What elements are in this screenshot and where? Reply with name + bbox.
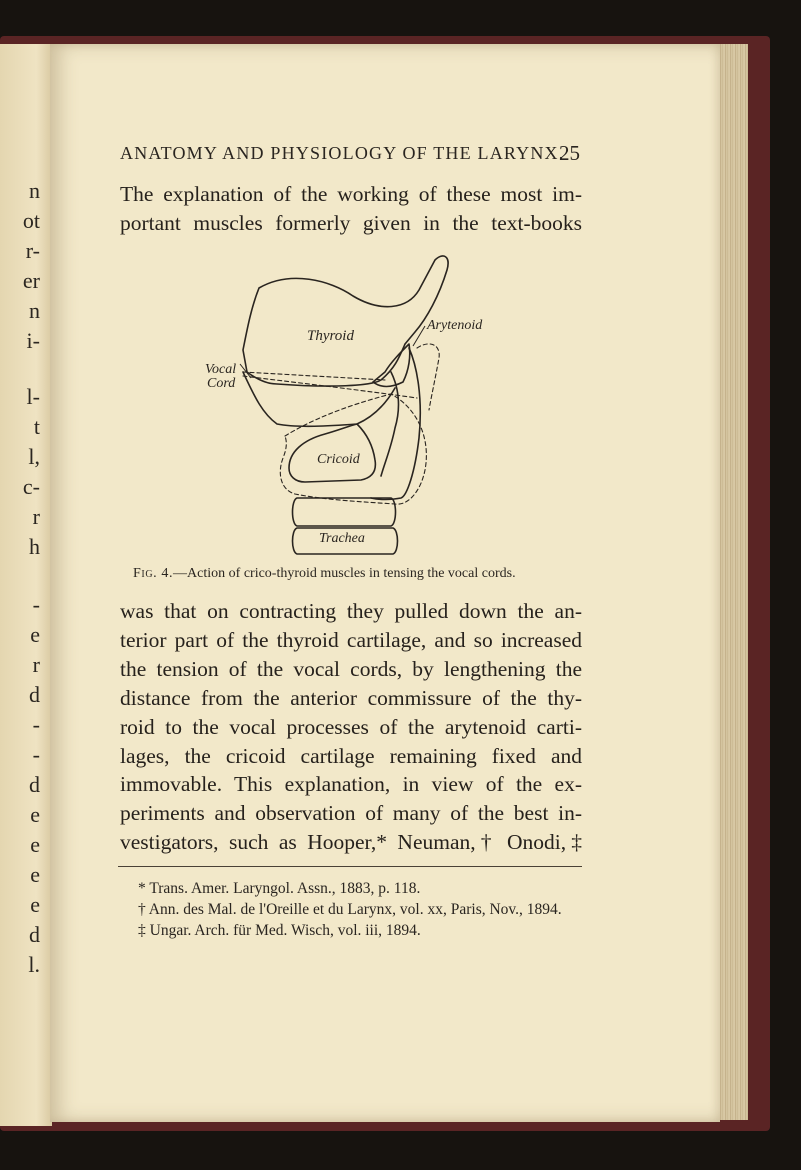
footnote: † Ann. des Mal. de l'Oreille et du Larynx, vol. xx, Paris, Nov., 1894. xyxy=(138,901,562,918)
left-fragment: t xyxy=(33,414,40,439)
left-fragment: c- xyxy=(22,474,40,499)
left-fragment: i- xyxy=(26,328,40,353)
text-line: immovable. This explanation, in view of the ex- xyxy=(120,772,582,797)
left-page-edge xyxy=(0,44,52,1126)
left-fragment: n xyxy=(29,178,40,203)
left-fragment: er xyxy=(22,268,40,293)
left-fragment: n xyxy=(29,298,40,323)
left-fragment: r xyxy=(32,504,40,529)
footnote-rule xyxy=(118,866,582,867)
left-fragment: e xyxy=(30,862,40,887)
footnote: ‡ Ungar. Arch. für Med. Wisch, vol. iii, 1894. xyxy=(138,922,421,939)
running-title: ANATOMY AND PHYSIOLOGY OF THE LARYNX. xyxy=(120,143,565,163)
text-line: periments and observation of many of the best in- xyxy=(120,801,582,826)
left-fragment: e xyxy=(30,802,40,827)
left-fragment: d xyxy=(29,682,40,707)
label-cricoid: Cricoid xyxy=(317,452,360,467)
cricoid-inner xyxy=(381,372,398,476)
caption-text: —Action of crico-thyroid muscles in tensing the vocal cords. xyxy=(173,566,516,581)
paragraph-bottom xyxy=(120,597,582,857)
text-line: was that on contracting they pulled down the an- xyxy=(120,599,582,623)
label-trachea: Trachea xyxy=(319,531,365,546)
figure-larynx-diagram xyxy=(195,248,505,558)
running-header xyxy=(120,143,580,164)
thyroid-outline xyxy=(243,256,448,386)
larynx-diagram-svg xyxy=(195,248,505,558)
text-line: portant muscles formerly given in the text-books xyxy=(120,210,582,235)
left-fragment: e xyxy=(30,892,40,917)
vocal-cord-tensed-line xyxy=(243,376,417,398)
left-fragment: h xyxy=(29,534,40,559)
paragraph-top xyxy=(120,180,582,238)
left-fragment: l. xyxy=(28,952,40,977)
text-line: vestigators, such as Hooper,* Neuman,† Onodi,‡ xyxy=(120,830,582,855)
page-number: 25 xyxy=(559,141,580,165)
label-arytenoid: Arytenoid xyxy=(427,318,483,333)
left-fragment: e xyxy=(30,622,40,647)
left-fragment: - xyxy=(32,712,40,737)
arytenoid-leader xyxy=(413,326,425,346)
text-line: The explanation of the working of these most im- xyxy=(120,182,582,206)
label-cord: Cord xyxy=(207,376,236,391)
left-fragment: l, xyxy=(28,444,40,469)
text-line: lages, the cricoid cartilage remaining fixed and xyxy=(120,743,582,768)
cricoid-displaced xyxy=(280,394,426,504)
text-line: the tension of the vocal cords, by lengthening the xyxy=(120,656,582,681)
left-fragment: r xyxy=(32,652,40,677)
left-fragment: - xyxy=(32,742,40,767)
text-line: terior part of the thyroid cartilage, and so increased xyxy=(120,627,582,652)
label-thyroid: Thyroid xyxy=(307,328,354,344)
label-vocal: Vocal xyxy=(205,362,237,377)
left-fragment: r- xyxy=(25,238,40,263)
figure-caption xyxy=(133,566,583,582)
left-fragment: e xyxy=(30,832,40,857)
left-fragment: d xyxy=(29,922,40,947)
left-fragment: l- xyxy=(26,384,40,409)
left-fragment: d xyxy=(29,772,40,797)
text-line: roid to the vocal processes of the arytenoid carti- xyxy=(120,714,582,739)
text-line: distance from the anterior commissure of the thy- xyxy=(120,685,582,710)
footnote: * Trans. Amer. Laryngol. Assn., 1883, p. 118. xyxy=(138,880,421,897)
trachea-upper xyxy=(293,498,396,526)
footnotes xyxy=(118,878,582,941)
caption-prefix: Fig. 4. xyxy=(133,566,174,581)
left-fragment: - xyxy=(32,592,40,617)
left-fragment: ot xyxy=(22,208,40,233)
